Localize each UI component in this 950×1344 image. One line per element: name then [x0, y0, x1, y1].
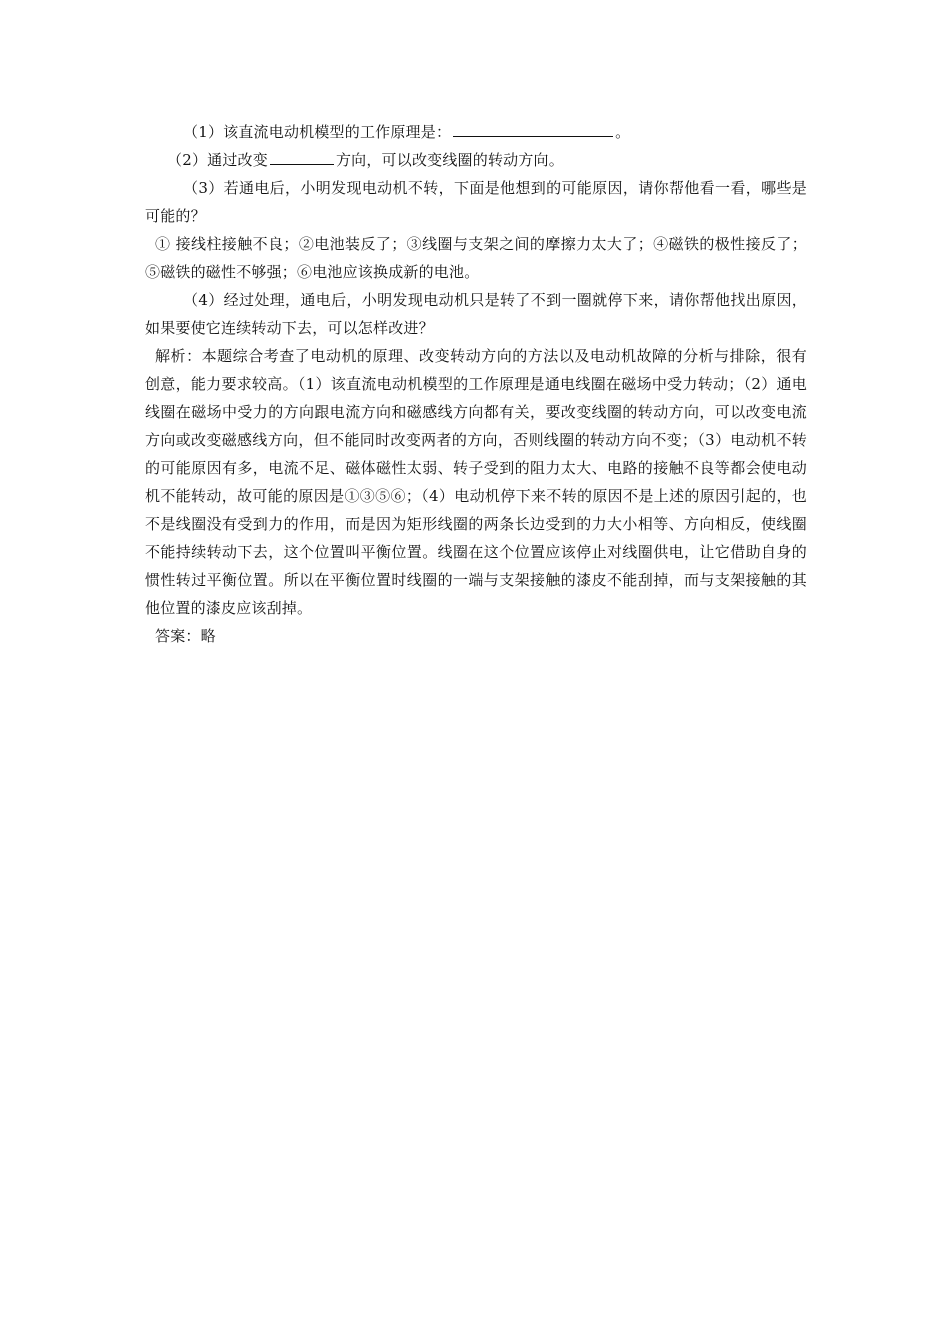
- question-2-prefix: （2）通过改变: [167, 151, 268, 169]
- question-4: （4）经过处理，通电后，小明发现电动机只是转了不到一圈就停下来，请你帮他找出原因，如果要使它连续转动下去，可以怎样改进？: [145, 291, 807, 337]
- question-2: [145, 146, 807, 174]
- question-1-suffix: 。: [615, 123, 631, 141]
- analysis-text: 解析：本题综合考查了电动机的原理、改变转动方向的方法以及电动机故障的分析与排除，很有创意，能力要求较高。（1）该直流电动机模型的工作原理是通电线圈在磁场中受力转动；（2）通电线圈在磁场中受力的方向跟电流方向和磁感线方向都有关，要改变线圈的转动方向，可以改变电流方向或改变磁感线方向，但不能同时改变两者的方向，否则线圈的转动方向不变；（3）电动机不转的可能原因有多，电流不足、磁体磁性太弱、转子受到的阻力太大、电路的接触不良等都会使电动机不能转动，故可能的原因是①③⑤⑥；（4）电动机停下来不转的原因不是上述的原因引起的，也不是线圈没有受到力的作用，而是因为矩形线圈的两条长边受到的力大小相等、方向相反，使线圈不能持续转动下去，这个位置叫平衡位置。线圈在这个位置应该停止对线圈供电，让它借助自身的惯性转过平衡位置。所以在平衡位置时线圈的一端与支架接触的漆皮不能刮掉，而与支架接触的其他位置的漆皮应该刮掉。: [145, 347, 807, 617]
- question-3: （3）若通电后，小明发现电动机不转，下面是他想到的可能原因，请你帮他看一看，哪些是可能的？: [145, 179, 807, 225]
- question-1: [145, 118, 807, 146]
- question-1-prefix: （1）该直流电动机模型的工作原理是：: [183, 123, 452, 141]
- question-3-options: ① 接线柱接触不良；②电池装反了；③线圈与支架之间的摩擦力太大了；④磁铁的极性接反了；⑤磁铁的磁性不够强；⑥电池应该换成新的电池。: [145, 235, 807, 281]
- question-2-blank: [270, 146, 334, 165]
- answer-text: 答案：略: [155, 627, 216, 645]
- document-body: [145, 118, 807, 650]
- question-2-suffix: 方向，可以改变线圈的转动方向。: [335, 151, 564, 169]
- question-1-blank: [453, 118, 613, 137]
